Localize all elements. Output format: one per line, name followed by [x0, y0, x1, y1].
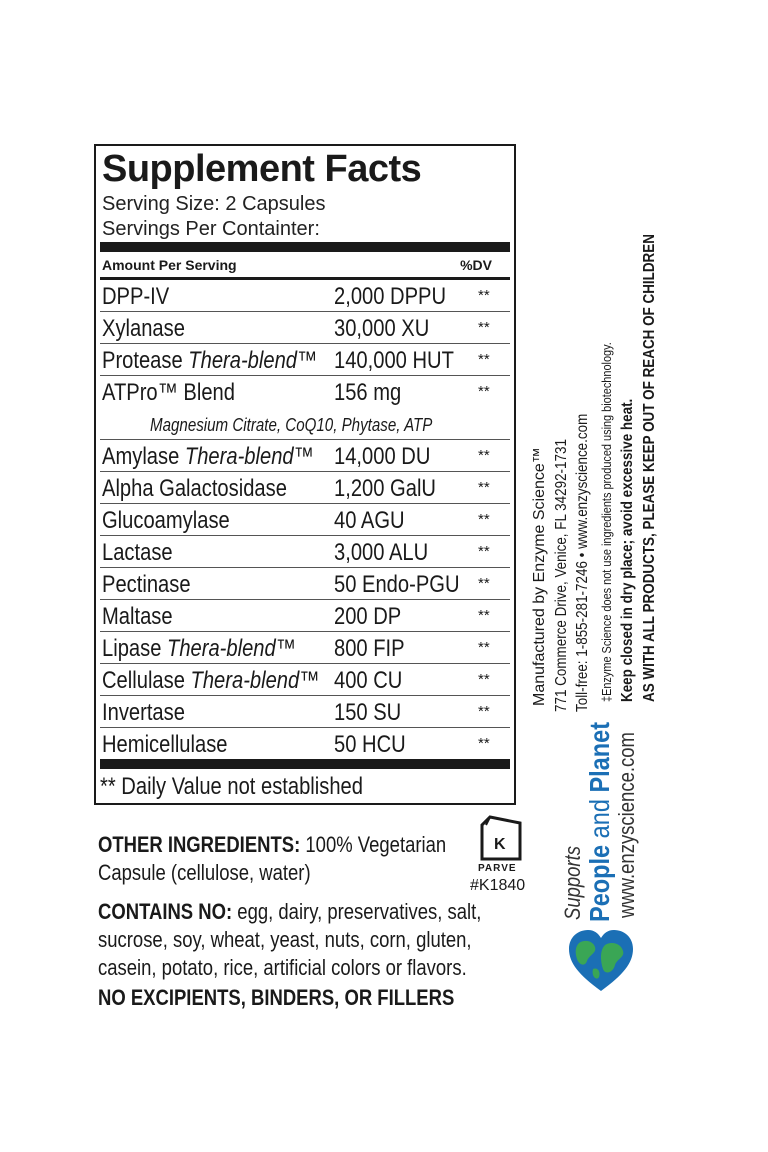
other-ingredients-cont: Capsule (cellulose, water) [98, 860, 311, 885]
warning-line: AS WITH ALL PRODUCTS, PLEASE KEEP OUT OF REACH OF CHILDREN [641, 234, 658, 702]
ingredient-amount: 30,000 XU [334, 315, 430, 342]
table-row [100, 728, 510, 760]
ingredient-dv: ** [478, 351, 490, 368]
kosher-parve: PARVE [478, 863, 517, 874]
serving-size: Serving Size: 2 Capsules [102, 193, 326, 215]
ingredient-amount: 2,000 DPPU [334, 283, 447, 310]
table-row [100, 280, 510, 312]
ingredient-dv: ** [478, 383, 490, 400]
thick-divider [100, 759, 510, 769]
contact-line: Toll-free: 1-855-281-7246 • www.enzyscience.com [574, 413, 591, 712]
people-and-planet: People and Planet [584, 721, 615, 922]
ingredient-name: Xylanase [102, 315, 185, 342]
no-excipients: NO EXCIPIENTS, BINDERS, OR FILLERS [98, 985, 455, 1010]
ingredient-dv: ** [478, 703, 490, 720]
facts-table [96, 280, 514, 760]
ingredient-name: Alpha Galactosidase [102, 475, 287, 502]
other-ingredients: OTHER INGREDIENTS: 100% Vegetarian [98, 832, 447, 857]
facts-title: Supplement Facts [102, 148, 422, 190]
ingredient-name: Hemicellulase [102, 731, 228, 758]
contains-no-line-2: sucrose, soy, wheat, yeast, nuts, corn, gluten, [98, 927, 472, 952]
manufacturer-line: Manufactured by Enzyme Science™ [531, 447, 548, 706]
kosher-k-letter: K [494, 836, 506, 853]
ingredient-amount: 50 HCU [334, 731, 406, 758]
ingredient-amount: 150 SU [334, 699, 402, 726]
contains-no-line-3: casein, potato, rice, artificial colors or flavors. [98, 955, 467, 980]
ingredient-name: Invertase [102, 699, 185, 726]
ingredient-name: Glucoamylase [102, 507, 230, 534]
heart-globe-logo [565, 925, 637, 997]
biotech-note: ‡Enzyme Science does not use ingredients produced using biotechnology. [599, 342, 614, 702]
amount-per-serving-header: Amount Per Serving [102, 257, 237, 273]
thick-divider [100, 242, 510, 252]
ingredient-dv: ** [478, 319, 490, 336]
ingredient-amount: 400 CU [334, 667, 403, 694]
ingredient-name: DPP-IV [102, 283, 170, 310]
ingredient-dv: ** [478, 735, 490, 752]
address-line: 771 Commerce Drive, Venice, FL 34292-1731 [553, 439, 570, 712]
ingredient-dv: ** [478, 639, 490, 656]
storage-line: Keep closed in dry place; avoid excessive heat. [619, 398, 636, 702]
ingredient-dv: ** [478, 287, 490, 304]
table-row [100, 504, 510, 536]
ingredient-name: Lipase Thera-blend™ [102, 635, 296, 662]
blend-components: Magnesium Citrate, CoQ10, Phytase, ATP [150, 415, 433, 435]
table-row [100, 344, 510, 376]
dv-header: %DV [460, 257, 492, 273]
table-row [100, 600, 510, 632]
ingredient-amount: 156 mg [334, 379, 402, 406]
table-row [100, 376, 510, 408]
supplement-facts-panel [94, 144, 516, 805]
table-row [100, 440, 510, 472]
table-row [100, 568, 510, 600]
ingredient-dv: ** [478, 575, 490, 592]
supports-label: Supports [560, 846, 585, 920]
table-row [100, 632, 510, 664]
table-row [100, 696, 510, 728]
ingredient-dv: ** [478, 607, 490, 624]
table-row [100, 664, 510, 696]
ingredient-amount: 40 AGU [334, 507, 405, 534]
ingredient-amount: 140,000 HUT [334, 347, 454, 374]
ingredient-name: Protease Thera-blend™ [102, 347, 318, 374]
ingredient-name: Cellulase Thera-blend™ [102, 667, 320, 694]
ingredient-amount: 200 DP [334, 603, 402, 630]
blend-sub-row [100, 408, 510, 440]
ingredient-dv: ** [478, 543, 490, 560]
ingredient-amount: 1,200 GalU [334, 475, 436, 502]
servings-per-container: Servings Per Containter: [102, 218, 320, 240]
ingredient-name: ATPro™ Blend [102, 379, 235, 406]
dv-footnote: ** Daily Value not established [100, 773, 363, 800]
ingredient-amount: 14,000 DU [334, 443, 431, 470]
ingredient-amount: 800 FIP [334, 635, 405, 662]
ingredient-amount: 50 Endo-PGU [334, 571, 460, 598]
table-row [100, 536, 510, 568]
ingredient-dv: ** [478, 479, 490, 496]
table-row [100, 312, 510, 344]
brand-url: www.enzyscience.com [614, 732, 639, 918]
table-row [100, 472, 510, 504]
ingredient-name: Pectinase [102, 571, 191, 598]
ingredient-dv: ** [478, 447, 490, 464]
ingredient-name: Maltase [102, 603, 173, 630]
kosher-code: #K1840 [470, 877, 526, 894]
contains-no: CONTAINS NO: egg, dairy, preservatives, salt, [98, 899, 482, 924]
ingredient-name: Amylase Thera-blend™ [102, 443, 314, 470]
ingredient-dv: ** [478, 671, 490, 688]
ingredient-name: Lactase [102, 539, 173, 566]
ingredient-amount: 3,000 ALU [334, 539, 429, 566]
ingredient-dv: ** [478, 511, 490, 528]
